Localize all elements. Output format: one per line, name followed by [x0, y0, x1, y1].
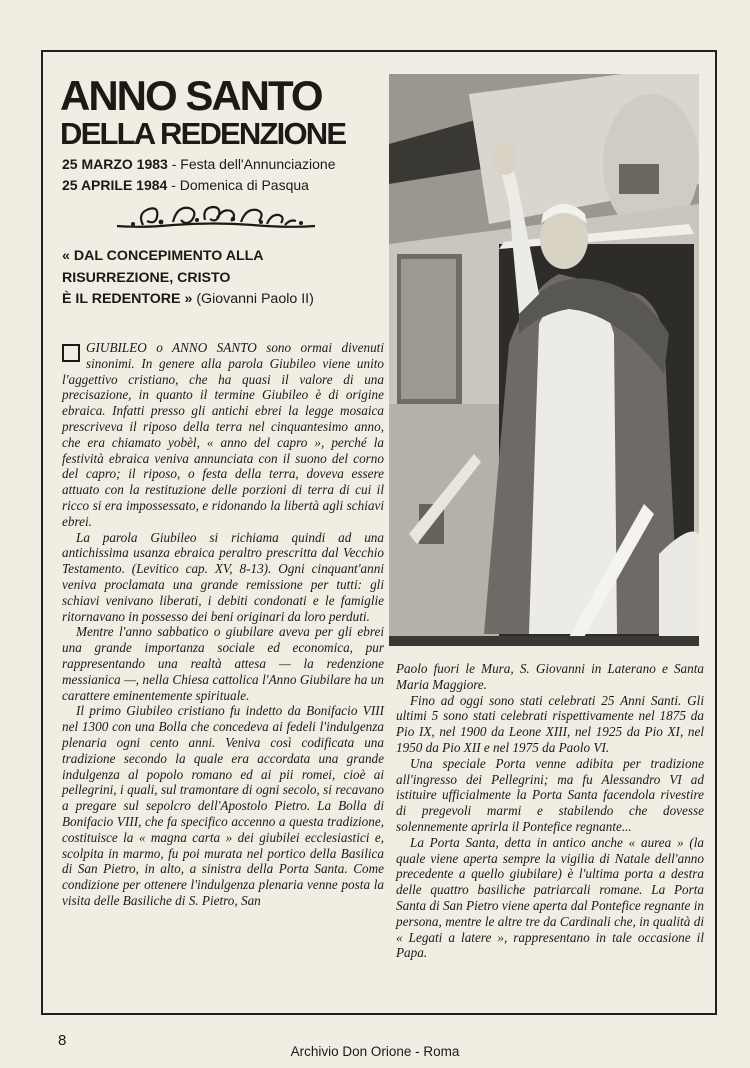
- archive-footer: Archivio Don Orione - Roma: [290, 1044, 460, 1059]
- paragraph: La parola Giubileo si richiama quindi ad una antichissima usanza ebraica peraltro prescritta dal Vecchio Testamento. (Levitico cap. XV, 8-13). Ogni cinquant'anni veniva proclamata una grande remissione per tutti: gli schiavi venivano liberati, i debiti condonati e le famiglie ritornavano in possesso dei beni originari da loro perduti.: [62, 529, 384, 624]
- page-number: 8: [58, 1032, 67, 1049]
- paragraph-text: GIUBILEO o ANNO SANTO sono ormai divenuti sinonimi. In genere alla parola Giubileo viene unito l'aggettivo cristiano, che ha quasi il valore di una precisazione, in quanto il termine Giubileo è di origine ebraica. Infatti presso gli antichi ebrei la legge mosaica prescriveva il riposo della terra nel cinquantesimo anno, che era chiamato yobèl, « anno del capro », perché la festività ebraica veniva annunciata con il suono del corno del capro; il riposo, o festa della terra, doveva essere attuato con la restituzione delle porzioni di terra di cui il ricco si era impossessato, e ridonando la libertà agli schiavi ebrei.: [62, 340, 384, 529]
- quote-text-2: RISURREZIONE, CRISTO: [62, 269, 231, 286]
- date-1: 25 MARZO 1983: [62, 156, 168, 172]
- paragraph: Fino ad oggi sono stati celebrati 25 Anni Santi. Gli ultimi 5 sono stati celebrati rispettivamente nel 1875 da Pio IX, nel 1900 da Leone XIII, nel 1925 da Pio XI, nel 1950 da Pio XII e nel 1975 da Paolo VI.: [396, 692, 704, 755]
- pope-helicopter-photo: [389, 74, 699, 646]
- title-line-2: DELLA REDENZIONE: [60, 116, 346, 151]
- paragraph: La Porta Santa, detta in antico anche « aurea » (la quale viene aperta sempre la vigilia di Natale dell'anno precedente a quello giubilare) è l'ultima porta a destra delle quattro basiliche patriarcali romane. La Porta Santa di San Pietro viene aperta dal Pontefice regnante in persona, mentre le altre tre da Cardinali che, in qualità di « Legati a latere », rappresentano in tale occasione il Papa.: [396, 834, 704, 961]
- body-column-1: [62, 340, 384, 909]
- paragraph: Una speciale Porta venne adibita per tradizione all'ingresso dei Pellegrini; ma fu Alessandro VI ad istituire ufficialmente la Porta Santa facendola rivestire di pregevoli marmi e stabilendo che dovesse solennemente aprirla il Pontefice regnante...: [396, 755, 704, 834]
- quote-line-3: [62, 289, 372, 311]
- dates-block: [62, 154, 336, 196]
- paragraph: Paolo fuori le Mura, S. Giovanni in Laterano e Santa Maria Maggiore.: [396, 661, 704, 692]
- quote-text-1: « DAL CONCEPIMENTO ALLA: [62, 248, 264, 264]
- paragraph: Mentre l'anno sabbatico o giubilare aveva per gli ebrei una grande importanza sociale ed economica, pur rappresentando una realtà attesa — la redenzione messianica —, nella Chiesa cattolica l'Anno Giubilare ha un carattere eminentemente spirituale.: [62, 624, 384, 703]
- date-line-2: [62, 175, 336, 196]
- body-column-2: [396, 661, 704, 961]
- quote-line-1: [62, 246, 372, 268]
- quote-author: (Giovanni Paolo II): [196, 291, 314, 307]
- event-1: - Festa dell'Annunciazione: [171, 156, 336, 172]
- date-2: 25 APRILE 1984: [62, 177, 168, 193]
- paragraph: [62, 340, 384, 530]
- title-line-1: ANNO SANTO: [60, 72, 322, 119]
- paragraph: Il primo Giubileo cristiano fu indetto da Bonifacio VIII nel 1300 con una Bolla che concedeva ai fedeli l'indulgenza plenaria ogni cento anni. Veniva così codificata una tradizione secondo la quale era accordata una grande indulgenza al popolo romano ed ai pii romei, cioè ai pellegrini, i quali, sul tramontare di ogni secolo, si recavano a pregare sul sepolcro dell'Apostolo Pietro. La Bolla di Bonifacio VIII, che fa specifico accenno a questa tradizione, costituisce la « magna carta » dei giubilei ecclesiastici e, scolpita in marmo, fu poi murata nel portico della Basilica di San Pietro, in alto, a sinistra della Porta Santa. Come condizione per ottenere l'indulgenza plenaria venne posta la visita delle Basiliche di S. Pietro, San: [62, 703, 384, 908]
- date-line-1: [62, 154, 336, 175]
- ornament-divider-icon: [113, 200, 319, 230]
- quote-text-3: È IL REDENTORE »: [62, 291, 193, 307]
- quote-block: [62, 246, 372, 311]
- square-bullet-icon: [62, 344, 80, 362]
- quote-line-2: [62, 268, 372, 290]
- event-2: - Domenica di Pasqua: [171, 177, 309, 193]
